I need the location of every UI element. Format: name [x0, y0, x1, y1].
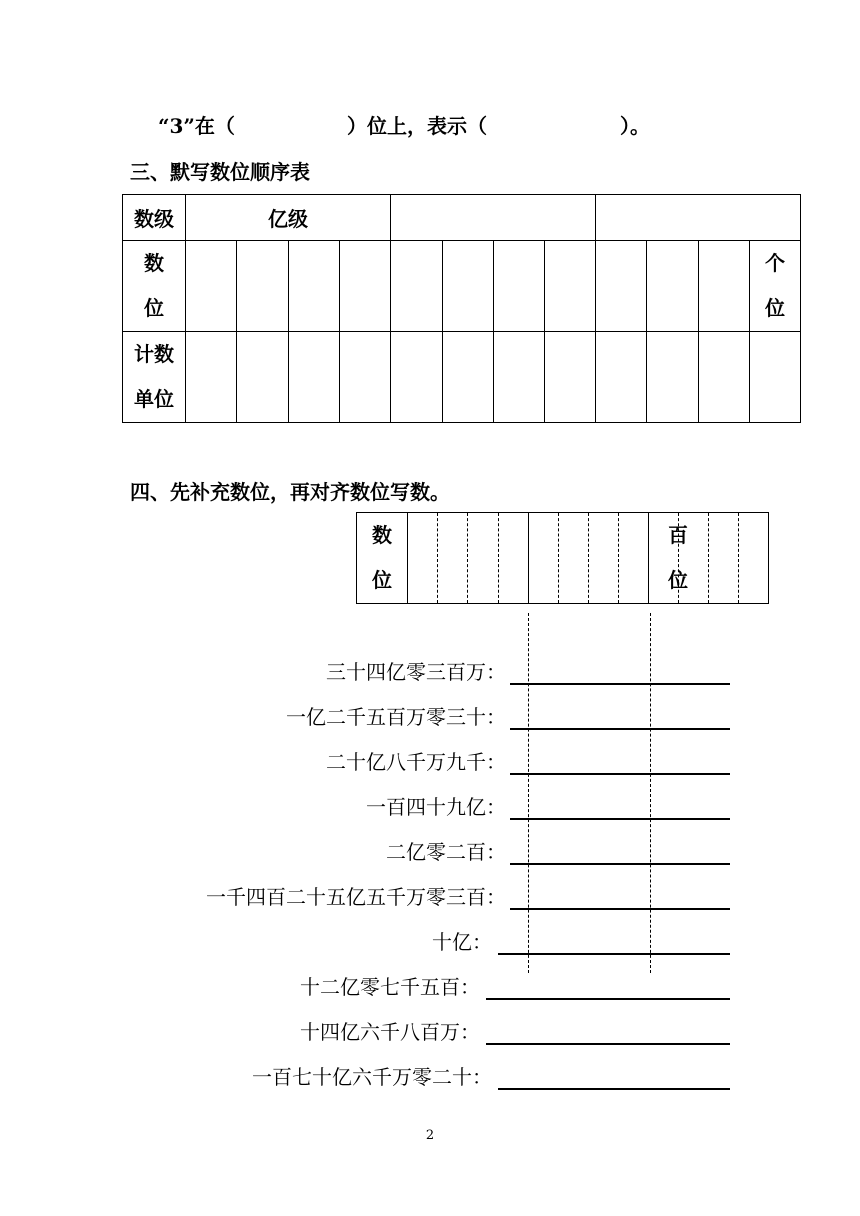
digit-cell[interactable]	[237, 241, 289, 332]
box-divider-dashed	[498, 513, 499, 603]
digit-cell[interactable]	[289, 241, 340, 332]
digit-cell[interactable]	[699, 241, 750, 332]
row3-label-cell	[123, 332, 186, 423]
question-part1: “3”在（	[158, 114, 235, 138]
digit-cell[interactable]	[647, 241, 699, 332]
section4-heading: 四、先补充数位，再对齐数位写数。	[130, 480, 450, 504]
row3-label-a: 计数	[134, 342, 174, 366]
number-prompt: 一百七十亿六千万零二十：	[252, 1065, 492, 1089]
digit-cell[interactable]	[186, 241, 237, 332]
unit-cell[interactable]	[545, 332, 596, 423]
place-value-box	[356, 512, 769, 604]
unit-cell[interactable]	[237, 332, 289, 423]
row1-label: 数级	[134, 207, 174, 231]
number-prompt: 十二亿零七千五百：	[300, 975, 480, 999]
digit-cell[interactable]	[443, 241, 494, 332]
digit-cell[interactable]	[391, 241, 443, 332]
box-label-a: 数	[372, 523, 392, 547]
number-prompt: 三十四亿零三百万：	[326, 660, 506, 684]
unit-cell[interactable]	[289, 332, 340, 423]
box-divider	[528, 513, 529, 603]
alignment-guide-yi	[528, 613, 529, 973]
box-divider-dashed	[588, 513, 589, 603]
number-prompt: 十四亿六千八百万：	[300, 1020, 480, 1044]
answer-line[interactable]	[486, 1043, 730, 1045]
unit-cell[interactable]	[443, 332, 494, 423]
digit-cell[interactable]	[340, 241, 391, 332]
unit-cell[interactable]	[647, 332, 699, 423]
hundreds-label-b: 位	[668, 568, 688, 592]
ones-place-cell	[750, 241, 801, 332]
box-divider-dashed	[437, 513, 438, 603]
digit-cell[interactable]	[494, 241, 545, 332]
answer-line[interactable]	[510, 728, 730, 730]
unit-cell[interactable]	[699, 332, 750, 423]
unit-cell[interactable]	[750, 332, 801, 423]
page-number: 2	[425, 1128, 435, 1143]
number-prompt: 二亿零二百：	[386, 840, 506, 864]
answer-line[interactable]	[510, 773, 730, 775]
hundreds-label-a: 百	[668, 523, 688, 547]
yi-level-label: 亿级	[268, 207, 308, 231]
number-prompt: 二十亿八千万九千：	[326, 750, 506, 774]
answer-line[interactable]	[498, 953, 730, 955]
answer-line[interactable]	[510, 683, 730, 685]
place-value-order-table	[122, 194, 801, 423]
answer-line[interactable]	[486, 998, 730, 1000]
row2-label-b: 位	[144, 296, 164, 320]
unit-cell[interactable]	[391, 332, 443, 423]
digit-cell[interactable]	[545, 241, 596, 332]
unit-cell[interactable]	[494, 332, 545, 423]
row2-label-a: 数	[144, 251, 164, 275]
number-prompt: 十亿：	[432, 930, 492, 954]
yi-level-cell[interactable]	[186, 195, 391, 241]
row1-label-cell	[123, 195, 186, 241]
answer-line[interactable]	[498, 1088, 730, 1090]
question-part3: ）。	[620, 114, 650, 138]
unit-cell[interactable]	[596, 332, 647, 423]
ge-level-cell[interactable]	[596, 195, 801, 241]
section3-heading: 三、默写数位顺序表	[130, 160, 310, 184]
row3-label-b: 单位	[134, 387, 174, 411]
ge-label-a: 个	[765, 251, 785, 275]
box-divider-dashed	[467, 513, 468, 603]
number-prompt: 一百四十九亿：	[366, 795, 506, 819]
box-label-b: 位	[372, 568, 392, 592]
question-part2: ）位上，表示（	[347, 114, 487, 138]
row2-label-cell	[123, 241, 186, 332]
ge-label-b: 位	[765, 296, 785, 320]
wan-level-cell[interactable]	[391, 195, 596, 241]
digit-cell[interactable]	[596, 241, 647, 332]
box-divider-dashed	[738, 513, 739, 603]
unit-cell[interactable]	[340, 332, 391, 423]
number-prompt: 一千四百二十五亿五千万零三百：	[206, 885, 506, 909]
answer-line[interactable]	[510, 863, 730, 865]
box-divider-dashed	[708, 513, 709, 603]
answer-line[interactable]	[510, 818, 730, 820]
number-prompt: 一亿二千五百万零三十：	[286, 705, 506, 729]
box-divider	[407, 513, 408, 603]
box-divider-dashed	[618, 513, 619, 603]
alignment-guide-wan	[650, 613, 651, 973]
box-divider-dashed	[558, 513, 559, 603]
unit-cell[interactable]	[186, 332, 237, 423]
box-divider	[648, 513, 649, 603]
answer-line[interactable]	[510, 908, 730, 910]
